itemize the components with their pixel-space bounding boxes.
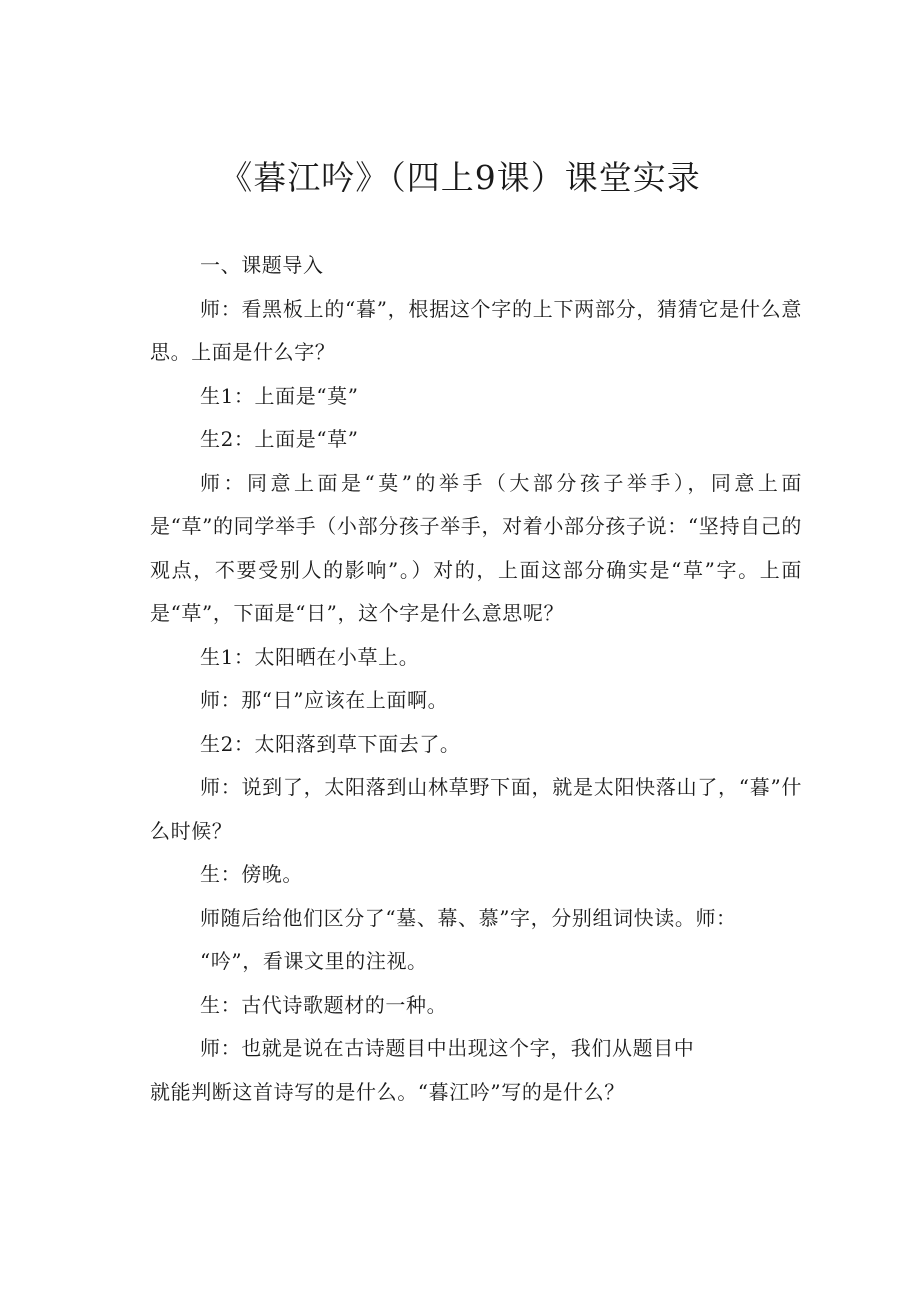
paragraph: 生2：太阳落到草下面去了。 (200, 731, 461, 756)
paragraph: 师：同意上面是“莫”的举手（大部分孩子举手），同意上面是“草”的同学举手（小部分孩子举手，对着小部分孩子说：“坚持自己的观点，不要受别人的影响”。）对的，上面这部分确实是“草”字。上面是“草”，下面是“日”，这个字是什么意思呢？ (150, 470, 802, 625)
paragraph: “吟”，看课文里的注视。 (200, 949, 428, 973)
paragraph: 生1：上面是“莫” (200, 383, 359, 408)
section-heading: 一、课题导入 (200, 253, 324, 277)
paragraph: 生2：上面是“草” (200, 427, 359, 451)
paragraph: 生1：太阳晒在小草上。 (200, 644, 420, 669)
document-title: 《暮江吟》（四上9课）课堂实录 (219, 158, 701, 197)
paragraph: 生：古代诗歌题材的一种。 (200, 992, 448, 1017)
document-body (150, 244, 802, 1114)
paragraph: 师：也就是说在古诗题目中出现这个字，我们从题目中 (200, 1036, 695, 1060)
paragraph: 师随后给他们区分了“墓、幕、慕”字，分别组词快读。师： (200, 905, 737, 930)
paragraph: 生：傍晚。 (200, 862, 303, 886)
paragraph: 师：那“日”应该在上面啊。 (200, 688, 449, 712)
paragraph: 就能判断这首诗写的是什么。“暮江吟”写的是什么？ (150, 1079, 625, 1104)
paragraph: 师：看黑板上的“暮”，根据这个字的上下两部分，猜猜它是什么意思。上面是什么字？ (150, 296, 802, 364)
paragraph: 师：说到了，太阳落到山林草野下面，就是太阳快落山了，“暮”什么时候？ (150, 775, 802, 843)
